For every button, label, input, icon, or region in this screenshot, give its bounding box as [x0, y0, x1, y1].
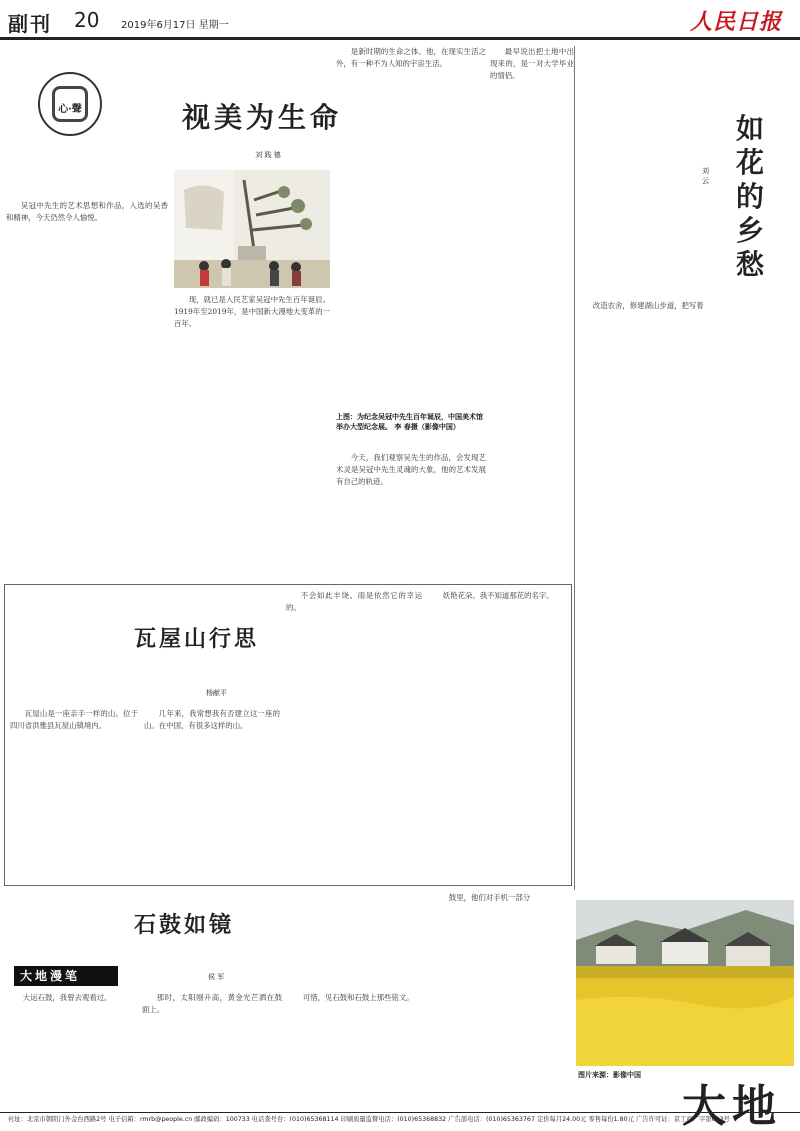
photo-credit: 图片来源：影像中国 — [578, 1070, 641, 1079]
paragraph: 今天，我们观察吴先生的作品，会发现艺术灵是吴冠中先生灵魂的大象，他的艺术发展有自己的轨迹。 — [336, 453, 486, 486]
paragraph: 是新时期的生命之体。他，在现实生活之外，有一种不为人知的宇宙生活。 — [336, 47, 486, 68]
article4-column-3 — [288, 992, 428, 1108]
article1-headline: 视美为生命 — [182, 101, 343, 134]
page-number: 20 — [74, 8, 100, 32]
issue-date: 2019年6月17日 星期一 — [121, 20, 229, 31]
article2-headline: 如花的乡愁 — [735, 112, 764, 281]
paragraph: 瓦屋山是一座亲手一样的山。位于四川省洪雅县瓦屋山镇境内。 — [10, 709, 138, 730]
article3-column-1 — [10, 708, 138, 880]
paragraph: 那时，太阳刚升高，黄金光芒洒在鼓面上。 — [142, 993, 282, 1014]
article3-column-3 — [286, 590, 422, 880]
article4-column-1 — [8, 992, 132, 1108]
newspaper-masthead: 人民日报 — [689, 9, 782, 35]
article4-column-4 — [434, 892, 570, 1108]
article1-column-5 — [490, 46, 574, 576]
article1-byline: 刘 践 德 — [255, 151, 281, 159]
paragraph: 大运石鼓，我曾去观看过。 — [22, 993, 112, 1002]
column-divider — [574, 46, 575, 890]
article4-byline: 侯 军 — [208, 973, 225, 981]
paragraph: 几年来，我常想我有否建立这一座的山。在中国，有很多这样的山。 — [144, 709, 280, 730]
rapeseed-field-photo — [576, 900, 794, 1066]
paragraph: 不会如此丰饶。雨是依然它的幸运的。 — [286, 591, 422, 612]
paragraph: 现，就已是入民艺家吴冠中先生百年诞辰。1919年至2019年，是中国新大漫地大变革的一百年。 — [174, 295, 330, 328]
article3-column-2 — [144, 708, 280, 880]
article1-column-3 — [336, 46, 486, 408]
section-title: 副刊 — [8, 12, 52, 36]
article4-headline: 石鼓如镜 — [134, 912, 235, 938]
page-footer: 社址：北京市朝阳门外金台西路2号 电子信箱：rmrb@people.cn 邮政编码：100733 电话查号台：(010)65368114 印刷质量监督电话：(010)65368832 广告部电话：(010)65363767 定价每月24.00元 零售每份1.80元 广告许可证：京工商广字第003号 — [0, 1112, 800, 1131]
article1-column-2 — [174, 294, 330, 574]
paragraph: 改造农舍，修建湖山步道，把写着 — [592, 301, 704, 310]
article1-column-1 — [6, 200, 168, 572]
paragraph: 妖艳花朵。我不知道那花的名字。 — [442, 591, 554, 600]
paragraph: 可惜，见石鼓和石鼓上那些铭文。 — [302, 993, 414, 1002]
paragraph: 鼓里，他们对手机一部分 — [448, 893, 531, 902]
article1-photo-caption: 上图：为纪念吴冠中先生百年诞辰，中国美术馆举办大型纪念展。 李 春摄（影像中国） — [336, 412, 483, 431]
article1-column-4 — [336, 452, 486, 576]
column-logo — [38, 72, 102, 136]
article2-body — [578, 300, 794, 890]
exhibition-photo — [174, 170, 330, 288]
paragraph: 吴冠中先生的艺术思想和作品，入选的吴香和精神，今天仍然令人愉悦。 — [6, 201, 168, 222]
page-header — [0, 0, 800, 44]
article3-byline: 杨献平 — [206, 689, 227, 697]
article3-headline: 瓦屋山行思 — [134, 626, 260, 652]
header-rule — [0, 37, 800, 40]
column-tag: 大地漫笔 — [14, 966, 118, 986]
article3-column-4 — [428, 590, 568, 880]
article2-byline: 刘 云 — [702, 167, 709, 185]
paragraph: 最早说出把土地中出现来的，是一对大学毕业的情侣。 — [490, 47, 574, 80]
logo-text: 心·聲 — [58, 104, 82, 115]
article4-column-2 — [142, 992, 282, 1108]
section-logo-dadi: 大地 — [682, 1081, 782, 1131]
